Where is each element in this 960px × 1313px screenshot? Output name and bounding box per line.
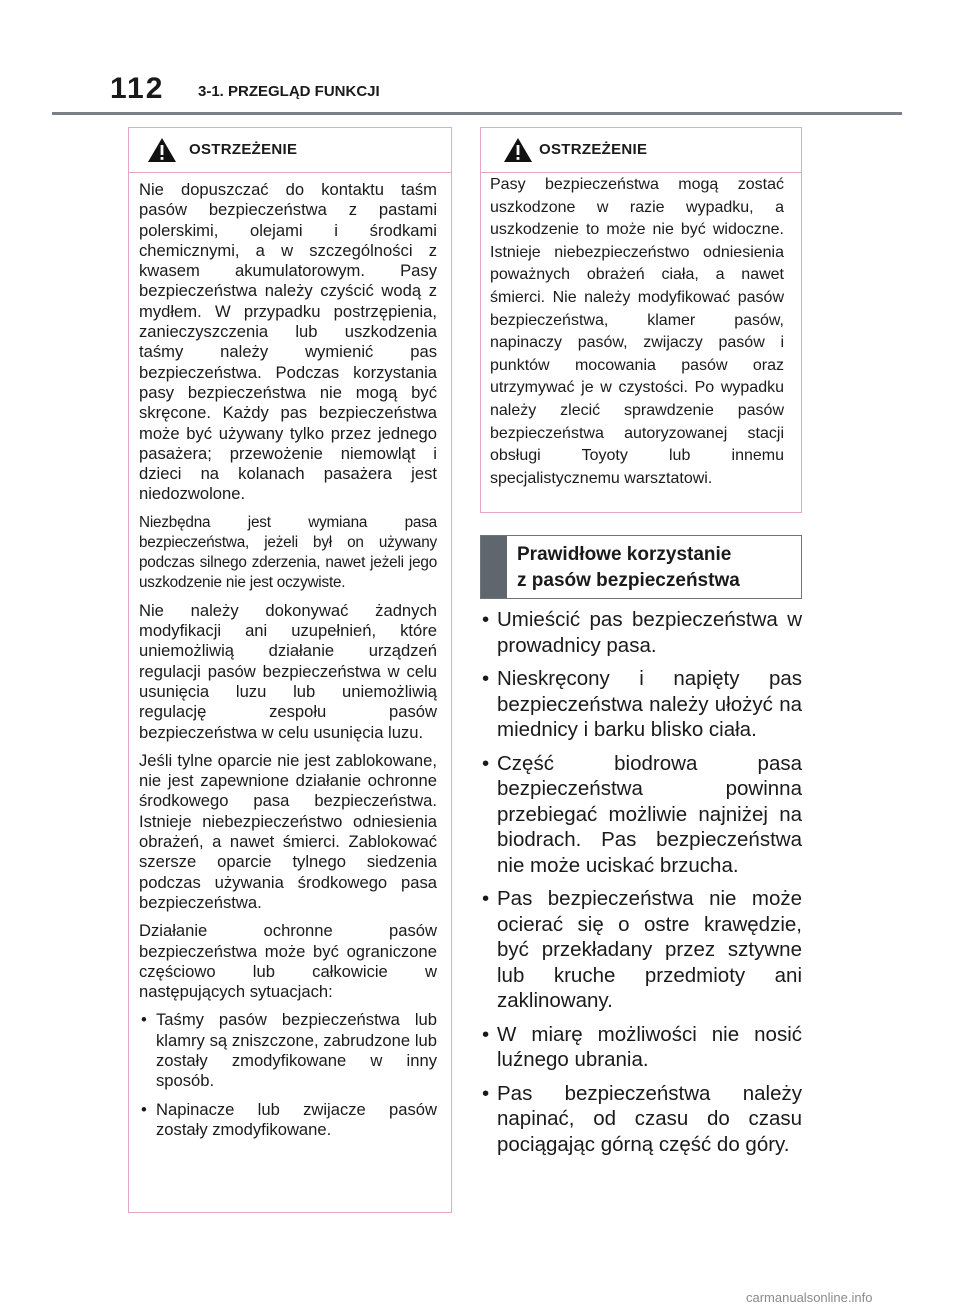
usage-bullet-list [480, 607, 802, 1165]
warning-header [129, 128, 451, 173]
list-item: • Część biodrowa pasa bezpieczeństwa powinna przebiegać możliwie najniżej na biodrach. Pas bezpieczeństwa nie może uciskać brzucha. [480, 751, 802, 879]
warning-header [481, 128, 801, 173]
list-item: • Pas bezpieczeństwa nie może ocierać się o ostre krawędzie, być przekładany przez sztywne lub kruche przedmioty ani zaklinowany. [480, 886, 802, 1014]
watermark-text: carmanualsonline.info [746, 1290, 873, 1305]
warning-title: OSTRZEŻENIE [539, 141, 648, 158]
list-item: • Napinacze lub zwijacze pasów zostały zmodyfikowane. [139, 1100, 437, 1141]
list-item: • Pas bezpieczeństwa należy napinać, od czasu do czasu pociągając górną część do góry. [480, 1081, 802, 1158]
subsection-title-line: Prawidłowe korzystanie [517, 544, 732, 565]
list-item: • Umieścić pas bezpieczeństwa w prowadnicy pasa. [480, 607, 802, 658]
warning-triangle-icon [147, 137, 177, 163]
warning-box-right [480, 127, 802, 513]
subsection-marker [481, 536, 507, 598]
page-number: 112 [110, 72, 165, 105]
warning-paragraph: Nie dopuszczać do kontaktu taśm pasów bezpieczeństwa z pastami polerskimi, olejami i środkami chemicznymi, a w szczególności z kwasem akumulatorowym. Pasy bezpieczeństwa należy czyścić wodą z mydłem. W przypadku postrzępienia, zanieczyszczenia lub uszkodzenia taśmy należy wymienić pas bezpieczeństwa. Podczas korzystania pasy bezpieczeństwa nie mogą być skręcone. Każdy pas bezpieczeństwa może być używany tylko przez jednego pasażera; przewożenie niemowląt i dzieci na kolanach pasażera jest niedozwolone. [139, 180, 437, 504]
subsection-title-line: z pasów bezpieczeństwa [517, 570, 740, 591]
warning-triangle-icon [503, 137, 533, 163]
list-item: • Taśmy pasów bezpieczeństwa lub klamry są zniszczone, zabrudzone lub zostały zmodyfikowane w inny sposób. [139, 1010, 437, 1091]
header-divider [52, 112, 902, 115]
subsection-title [517, 542, 793, 594]
list-item: • Nieskręcony i napięty pas bezpieczeństwa należy ułożyć na miednicy i barku blisko ciała. [480, 666, 802, 743]
warning-title: OSTRZEŻENIE [189, 141, 298, 158]
warning-body [139, 180, 437, 1148]
warning-box-left [128, 127, 452, 1213]
warning-paragraph: Niezbędna jest wymiana pasa bezpieczeństwa, jeżeli był on używany podczas silnego zderzenia, nawet jeżeli jego uszkodzenie nie jest oczywiste. [139, 513, 437, 591]
subsection-heading [480, 535, 802, 599]
warning-paragraph: Jeśli tylne oparcie nie jest zablokowane, nie jest zapewnione działanie ochronne środkowego pasa bezpieczeństwa. Istnieje niebezpieczeństwo odniesienia obrażeń, a nawet śmierci. Zablokować szersze oparcie tylnego siedzenia podczas używania środkowego pasa bezpieczeństwa. [139, 750, 437, 912]
warning-body [490, 174, 784, 498]
warning-paragraph: Pasy bezpieczeństwa mogą zostać uszkodzone w razie wypadku, a uszkodzenie to może nie być widoczne. Istnieje niebezpieczeństwo odniesienia poważnych obrażeń ciała, a nawet śmierci. Nie należy modyfikować pasów bezpieczeństwa, klamer pasów, napinaczy pasów, zwijaczy pasów i punktów mocowania pasów oraz utrzymywać je w czystości. Po wypadku należy zlecić sprawdzenie pasów bezpieczeństwa autoryzowanej stacji obsługi Toyoty lub innemu specjalistycznemu warsztatowi. [490, 176, 784, 487]
list-item: • W miarę możliwości nie nosić luźnego ubrania. [480, 1022, 802, 1073]
warning-paragraph: Nie należy dokonywać żadnych modyfikacji ani uzupełnień, które uniemożliwią działanie urządzeń regulacji pasów bezpieczeństwa w celu usunięcia luzu lub uniemożliwią regulację zespołu pasów bezpieczeństwa w celu usunięcia luzu. [139, 600, 437, 742]
page-header [52, 72, 902, 116]
warning-paragraph: Działanie ochronne pasów bezpieczeństwa może być ograniczone częściowo lub całkowicie w następujących sytuacjach: [139, 921, 437, 1002]
section-title: 3-1. PRZEGLĄD FUNKCJI [198, 83, 380, 100]
